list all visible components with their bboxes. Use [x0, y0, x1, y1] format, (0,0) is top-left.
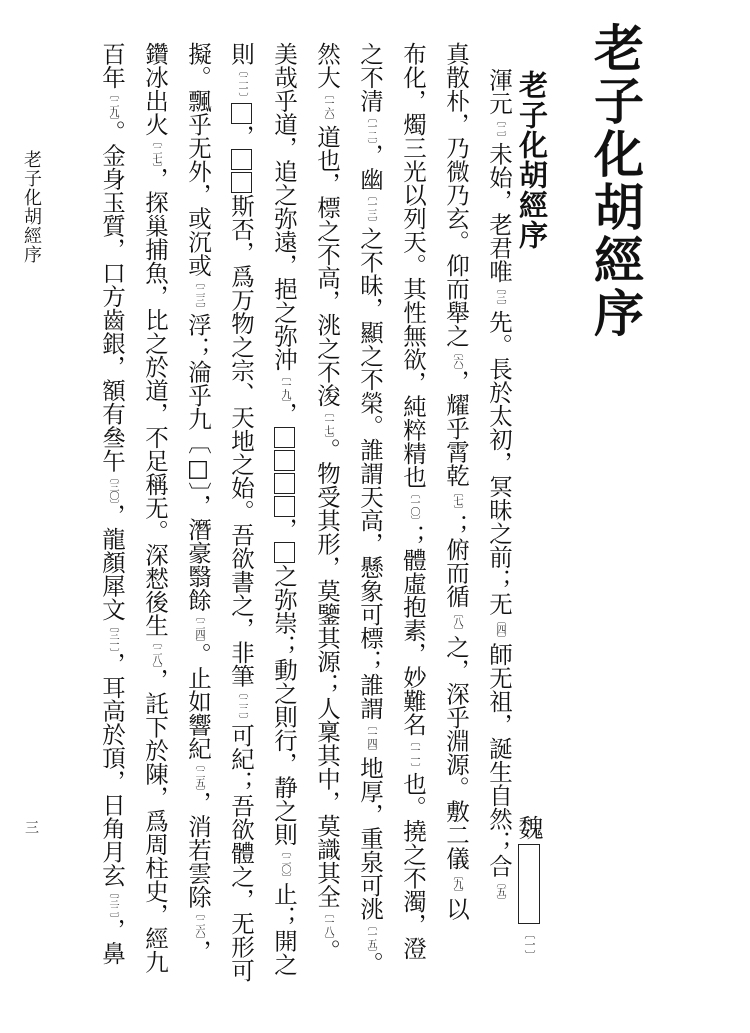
missing-character-box — [231, 103, 252, 124]
footnote-marker: 〔二一〕 — [236, 65, 247, 102]
text-column: 然大〔一六〕道也，標之不高，洮之不浚〔一七〕。物受其形，莫鑒其源；人稟其中，莫識其全〔一八〕。 — [313, 42, 341, 963]
section-heading: 老子化胡經序 — [515, 70, 549, 250]
footnote-marker: 〔三一〕 — [107, 621, 118, 652]
footnote-marker: 〔二二〕 — [236, 687, 247, 724]
footnote-marker: 〔七〕 — [451, 487, 462, 514]
author-name: 魏 — [515, 815, 544, 840]
footnote-marker: 〔九〕 — [451, 870, 462, 897]
missing-character-box — [274, 542, 295, 563]
author-line — [512, 815, 542, 961]
page-title: 老子化胡經序 — [586, 22, 645, 340]
footnote-marker: 〔三〇〕 — [107, 472, 118, 504]
footnote-marker: 〔二八〕 — [150, 637, 161, 668]
text-column: 真散朴，乃微乃玄。仰而舉之〔六〕，耀乎霄乾〔七〕；俯而循〔八〕之，深乎淵源。敷二儀〔九〕以 — [442, 42, 470, 921]
missing-character-box — [231, 149, 252, 170]
author-note: 〔一〕 — [523, 928, 536, 961]
bracketed-lacuna: 〔□〕 — [184, 430, 212, 494]
page-number: 三 — [23, 820, 39, 834]
footnote-marker: 〔二四〕 — [193, 611, 204, 643]
footnote-marker: 〔二五〕 — [193, 759, 204, 791]
footnote-marker: 〔三〕 — [494, 283, 505, 310]
footnote-marker: 〔二〇〕 — [279, 846, 290, 882]
footnote-marker: 〔二〕 — [494, 115, 505, 142]
footnote-marker: 〔一四〕 — [365, 720, 376, 756]
text-column: 則〔二一〕，斯否，爲万物之宗、天地之始。吾欲書之，非筆〔二二〕可紀；吾欲體之，无形可 — [227, 42, 255, 982]
footnote-marker: 〔一〇〕 — [408, 488, 419, 525]
running-head: 老子化胡經序 — [21, 150, 42, 264]
footnote-marker: 〔一九〕 — [279, 371, 290, 402]
footnote-marker: 〔八〕 — [451, 608, 462, 635]
footnote-marker: 〔二三〕 — [193, 277, 204, 313]
footnote-marker: 〔一七〕 — [322, 407, 333, 438]
missing-character-box — [231, 172, 252, 193]
text-column: 之不清〔一二〕，幽〔一三〕之不昧，顯之不榮。誰謂天高，懸象可標；誰謂〔一四〕地厚，重泉可洮〔一五〕。 — [356, 42, 384, 975]
text-column: 百年〔二九〕。金身玉質，口方齒銀，額有叄午〔三〇〕，龍顏犀文〔三一〕，耳高於頂，日角月玄〔三二〕，鼻 — [98, 42, 126, 965]
text-column: 布化，燭三光以列天。其性無欲，純粹精也〔一〇〕；體虛抱素，妙難名〔一一〕也。撓之不濁，澄 — [399, 42, 427, 960]
footnote-marker: 〔一三〕 — [365, 190, 376, 227]
missing-character-box — [518, 844, 540, 924]
footnote-marker: 〔二六〕 — [193, 908, 204, 940]
text-column: 鑽冰出火〔二七〕，探巢捕魚，比之於道，不足稱无。深慭後生〔二八〕，託下於陳，爲周柱史，經九 — [141, 42, 169, 974]
missing-character-box — [274, 496, 295, 517]
missing-character-box — [274, 473, 295, 494]
footnote-marker: 〔一一〕 — [408, 736, 419, 772]
footnote-marker: 〔一六〕 — [322, 89, 333, 125]
text-column: 美哉乎道，追之弥遠，挹之弥沖〔一九〕，，之弥崇；動之則行，静之則〔二〇〕止；開之 — [270, 42, 298, 976]
text-column: 擬。飄乎无外，或沉或〔二三〕浮；淪乎九〔□〕，潛豪翳餘〔二四〕。止如響紀〔二五〕，消若雲除〔二六〕， — [184, 42, 212, 963]
footnote-marker: 〔六〕 — [451, 347, 462, 370]
missing-character-box — [274, 427, 295, 448]
footnote-marker: 〔四〕 — [494, 615, 505, 643]
text-column: 渾元〔二〕未始，老君唯〔三〕先。長於太初，冥昧之前；无〔四〕師无祖，誕生自然；合〔五〕 — [485, 68, 513, 905]
footnote-marker: 〔一八〕 — [322, 908, 333, 939]
footnote-marker: 〔五〕 — [494, 877, 505, 905]
footnote-marker: 〔二七〕 — [150, 136, 161, 167]
footnote-marker: 〔一五〕 — [365, 920, 376, 952]
footnote-marker: 〔一二〕 — [365, 112, 376, 144]
footnote-marker: 〔二九〕 — [107, 89, 118, 120]
footnote-marker: 〔三二〕 — [107, 887, 118, 918]
missing-character-box — [274, 450, 295, 471]
